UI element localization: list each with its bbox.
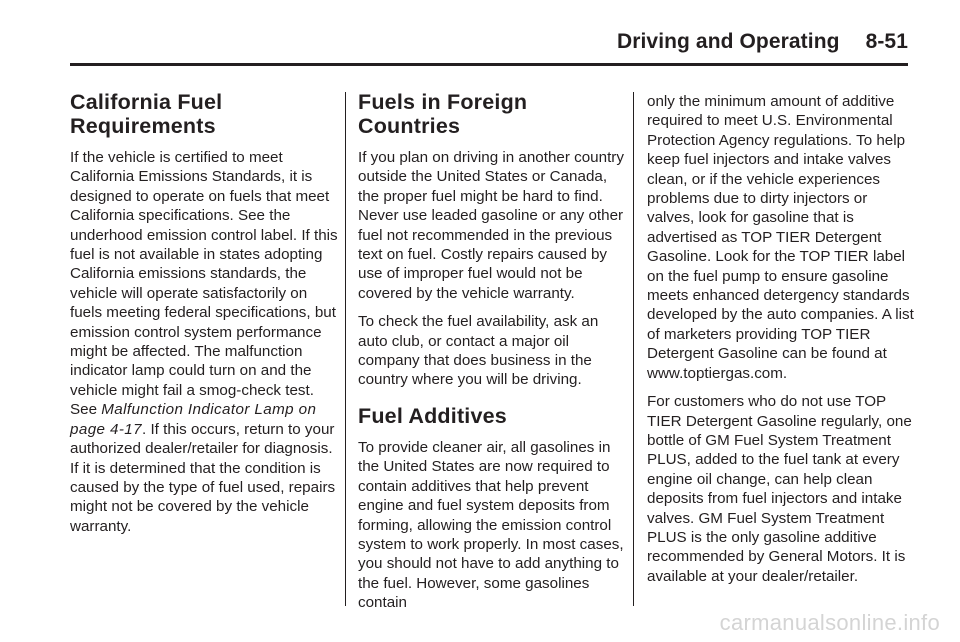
- watermark: carmanualsonline.info: [719, 610, 940, 635]
- column-divider-2: [633, 92, 634, 606]
- section-title: Driving and Operating: [616, 30, 840, 53]
- cross-reference-link[interactable]: Malfunction Indicator Lamp on page 4-17: [70, 401, 317, 438]
- heading-california-fuel: California Fuel Requirements: [70, 90, 223, 138]
- paragraph-additives-1: To provide cleaner air, all gasolines in the United States are now required to contain additives that help prevent engine and fuel system deposits from forming, allowing the emission control system to work properly. In most cases, you should not have to add anything to the fuel. However, some gasolines contain: [358, 438, 624, 612]
- page-number: 8-51: [865, 30, 908, 53]
- column-2: [358, 88, 628, 622]
- header-rule: [70, 63, 908, 66]
- running-header: [617, 30, 908, 54]
- paragraph-additives-3: For customers who do not use TOP TIER Detergent Gasoline regularly, one bottle of GM Fuel System Treatment PLUS, added to the fuel tank at every engine oil change, can help clean deposits from fuel injectors and intake valves. GM Fuel System Treatment PLUS is the only gasoline additive recommended by General Motors. It is available at your dealer/retailer.: [647, 393, 912, 585]
- paragraph-california: If the vehicle is certified to meet California Emissions Standards, it is designed to operate on fuels that meet California specifications. See the underhood emission control label. If this fuel is not available in states adopting California emissions standards, the vehicle will operate satisfactorily on fuels meeting federal specifications, but emission control system performance might be affected. The malfunction indicator lamp could turn on and the vehicle might fail a smog-check test. See Malfunction Indicator Lamp on page 4-17. If this occurs, return to your authorized dealer/retailer for diagnosis. If it is determined that the condition is caused by the type of fuel used, repairs might not be covered by the vehicle warranty.: [70, 149, 338, 535]
- heading-fuel-additives: Fuel Additives: [358, 403, 507, 428]
- paragraph-foreign-2: To check the fuel availability, ask an auto club, or contact a major oil company that does business in the country where you will be driving.: [358, 313, 599, 389]
- paragraph-foreign-1: If you plan on driving in another country outside the United States or Canada, the proper fuel might be hard to find. Never use leaded gasoline or any other fuel not recommended in the previous text on fuel. Costly repairs caused by use of improper fuel would not be covered by the vehicle warranty.: [358, 149, 624, 302]
- paragraph-additives-2: only the minimum amount of additive required to meet U.S. Environmental Protection Agency regulations. To help keep fuel injectors and intake valves clean, or if the vehicle experiences problems due to dirty injectors or valves, look for gasoline that is advertised as TOP TIER Detergent Gasoline. Look for the TOP TIER label on the fuel pump to ensure gasoline meets enhanced detergency standards developed by the auto companies. A list of marketers providing TOP TIER Detergent Gasoline can be found at www.toptiergas.com.: [647, 93, 914, 382]
- column-divider-1: [345, 92, 346, 606]
- heading-foreign-fuels: Fuels in Foreign Countries: [358, 90, 528, 138]
- column-3: [647, 92, 917, 595]
- column-1: [70, 88, 342, 545]
